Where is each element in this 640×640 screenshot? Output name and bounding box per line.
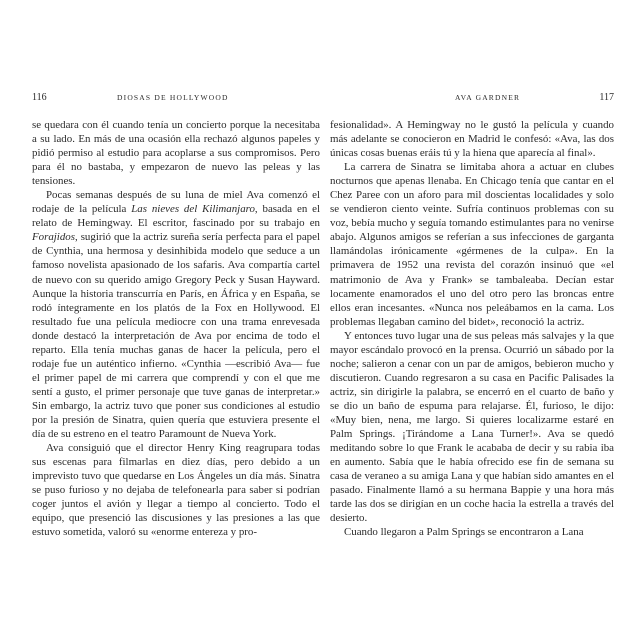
paragraph: Pocas semanas después de su luna de miel Ava comenzó el rodaje de la película Las nieves del Kilimanjaro, basada en el relato de Hemingway. El escritor, fascinado por su trabajo en Forajidos, sugirió que la actriz sureña sería perfecta para el papel de Cynthia, una hermosa y desinhibida modelo que seduce a un famoso novelista apasionado de los safaris. Ava compartía cartel de nuevo con su querido amigo Gregory Peck y Susan Hayward. Aunque la historia transcurría en París, en África y en España, se rodó íntegramente en los platós de la Fox en Hollywood. El resultado fue una película mediocre con una trama enrevesada donde destacó la interpretación de Ava por encima de todo el reparto. Ella tenía muchas ganas de hacer la película, pero el rodaje fue un auténtico infierno. «Cynthia —escribió Ava— fue el primer papel de mi carrera que comprendí y con el que me sentí a gusto, el primer personaje que tuve ganas de interpretar.» Sin embargo, la actriz tuvo que poner sus condiciones al estudio por la presión de Sinatra, quien quería que estuviera presente el día de su estreno en el teatro Paramount de Nueva York. bbox=[32, 189, 320, 441]
right-page-body bbox=[330, 118, 614, 539]
paragraph: Ava consiguió que el director Henry King reagrupara todas sus escenas para filmarlas en diez días, pero debido a un imprevisto tuvo que quedarse en Los Ángeles un día más. Sinatra se puso furioso y no dejaba de telefonearla para saber si podrían coger juntos el avión y llegar a tiempo al concierto. Todo el equipo, que presenció las discusiones y las presiones a las que estuvo sometida, valoró su «enorme entereza y pro- bbox=[32, 442, 320, 539]
paragraph: se quedara con él cuando tenía un concierto porque la necesitaba a su lado. En más de una ocasión ella rechazó algunos papeles y pidió permiso al estudio para acoplarse a sus compromisos. Pero para él no bastaba, y empezaron de nuevo las peleas y las tensiones. bbox=[32, 119, 320, 188]
paragraph: Y entonces tuvo lugar una de sus peleas más salvajes y la que mayor escándalo provocó en la prensa. Ocurrió un sábado por la noche; salieron a cenar con un par de amigos, bebieron mucho y discutieron. Cuando regresaron a su casa en Pacific Palisades la actriz, sin dirigirle la palabra, se encerró en el cuarto de baño y se dio un baño de espuma para relajarse. Él, furioso, le dijo: «Muy bien, nena, me largo. Si quieres localizarme estaré en Palm Springs. ¡Tirándome a Lana Turner!». Ava se quedó meditando sobre lo que Frank le acababa de decir y su rabia iba en aumento. Sabía que le había ofrecido ese fin de semana su casa de veraneo a su amiga Lana y que habían sido amantes en el pasado. Finalmente llamó a su hermana Bappie y una hora más tarde las dos se dirigían en un coche hacia la estrella a través del desierto. bbox=[330, 329, 614, 525]
left-page-body bbox=[32, 118, 320, 539]
right-page bbox=[330, 92, 614, 539]
left-page-header bbox=[32, 92, 320, 106]
page-number: 117 bbox=[599, 92, 614, 103]
paragraph: fesionalidad». A Hemingway no le gustó la película y cuando más adelante se conocieron en Madrid le confesó: «Ava, las dos únicas cosas buenas eráis tú y la hiena que aparecía al final». bbox=[330, 119, 614, 160]
paragraph: Cuando llegaron a Palm Springs se encontraron a Lana bbox=[344, 526, 584, 539]
italic-title: Forajidos bbox=[32, 231, 75, 244]
right-page-header bbox=[330, 92, 614, 106]
left-page bbox=[32, 92, 320, 539]
italic-title: Las nieves del Kilimanjaro bbox=[131, 203, 255, 216]
page-number: 116 bbox=[32, 92, 47, 103]
running-head: AVA GARDNER bbox=[455, 93, 521, 102]
running-head: DIOSAS DE HOLLYWOOD bbox=[117, 93, 229, 102]
paragraph: La carrera de Sinatra se limitaba ahora a actuar en clubes nocturnos que apenas llenaba. En Chicago tenía que cantar en el Chez Paree con un aforo para mil doscientas localidades y solo se vendieron ciento veinte. Sufría continuos problemas con su voz, bebía mucho y seguía tomando estimulantes para no venirse abajo. Algunos amigos se referían a sus infecciones de garganta llamándolas irónicamente «gérmenes de la culpa». En la primavera de 1952 una revista del corazón insinuó que «el matrimonio de Ava y Frank» se tambaleaba. Decían estar locamente enamorados el uno del otro pero las broncas entre ellos eran incesantes. «Nunca nos peleábamos en la cama. Los problemas llegaban camino del bidet», reconoció la actriz. bbox=[330, 161, 614, 328]
